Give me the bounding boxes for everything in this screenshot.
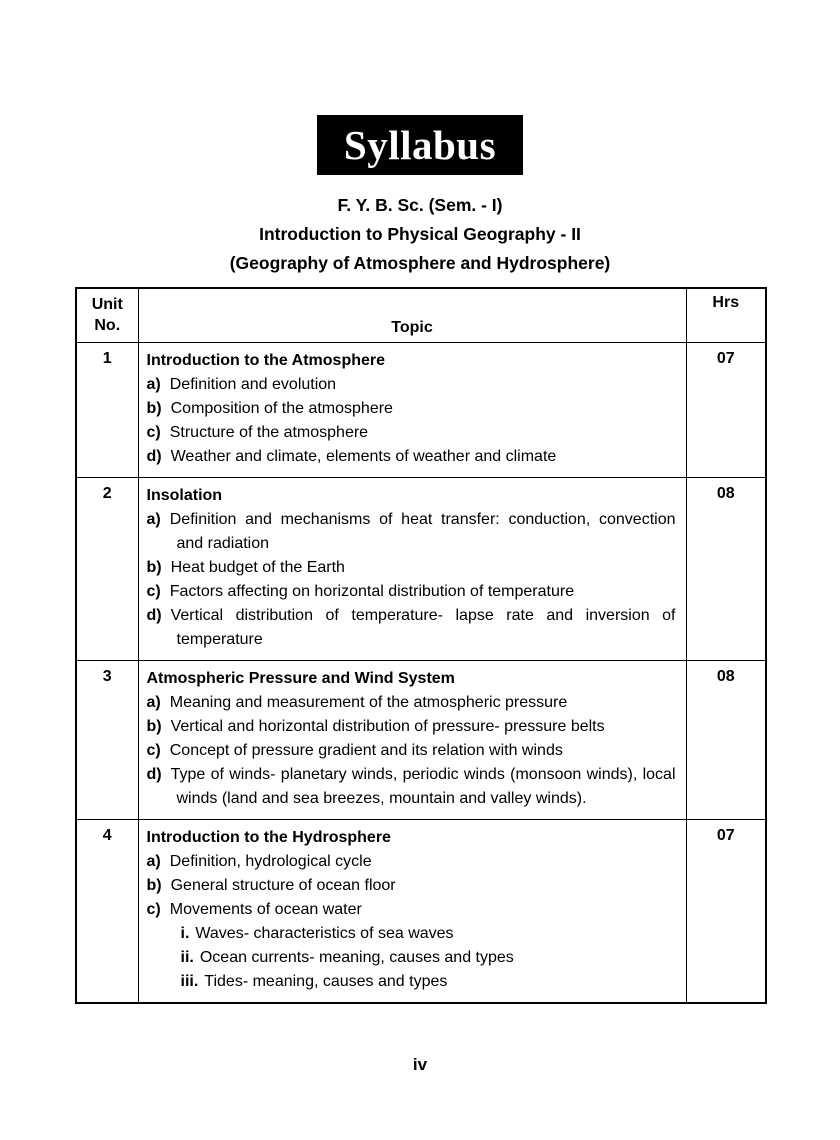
table-row xyxy=(76,477,766,660)
item-label: d) xyxy=(146,765,162,783)
item-text: Weather and climate, elements of weather and climate xyxy=(170,447,557,465)
item-text: Composition of the atmosphere xyxy=(170,399,393,417)
topic-item xyxy=(147,508,676,556)
course-subtitle: (Geography of Atmosphere and Hydrosphere) xyxy=(229,253,611,273)
item-text: General structure of ocean floor xyxy=(170,876,396,894)
hours-value: 07 xyxy=(686,342,766,477)
topic-item xyxy=(147,580,676,604)
topic-item xyxy=(147,421,676,445)
item-label: d) xyxy=(146,447,162,465)
item-label: d) xyxy=(146,606,162,624)
course-semester: F. Y. B. Sc. (Sem. - I) xyxy=(337,195,503,215)
course-title: Introduction to Physical Geography - II xyxy=(259,224,581,244)
item-label: c) xyxy=(146,582,161,600)
topic-cell xyxy=(138,477,686,660)
topic-subitem xyxy=(147,946,676,970)
item-text: Meaning and measurement of the atmospheric pressure xyxy=(169,693,568,711)
topic-item xyxy=(147,604,676,652)
item-text: Definition, hydrological cycle xyxy=(169,852,372,870)
page-number: iv xyxy=(412,1055,428,1074)
item-label: c) xyxy=(146,423,161,441)
topic-item xyxy=(147,373,676,397)
item-label: c) xyxy=(146,900,161,918)
item-label: b) xyxy=(146,876,162,894)
header-topic: Topic xyxy=(138,288,686,342)
topic-item xyxy=(147,898,676,922)
item-label: a) xyxy=(146,375,161,393)
unit-number: 2 xyxy=(76,477,138,660)
topic-item xyxy=(147,445,676,469)
topic-subitem xyxy=(147,970,676,994)
item-text: Movements of ocean water xyxy=(169,900,362,918)
header-unit xyxy=(76,288,138,342)
topic-item xyxy=(147,556,676,580)
item-label: a) xyxy=(146,510,161,528)
topic-item xyxy=(147,397,676,421)
item-label: b) xyxy=(146,558,162,576)
syllabus-table xyxy=(75,287,767,1004)
topic-cell xyxy=(138,819,686,1003)
hours-value: 08 xyxy=(686,660,766,819)
table-row xyxy=(76,660,766,819)
subitem-label: i. xyxy=(180,924,190,942)
item-label: a) xyxy=(146,693,161,711)
topic-cell xyxy=(138,342,686,477)
topic-item xyxy=(147,850,676,874)
item-label: c) xyxy=(146,741,161,759)
syllabus-banner-label: Syllabus xyxy=(343,122,497,168)
item-text: Definition and mechanisms of heat transfer: conduction, convection and radiation xyxy=(169,510,676,552)
item-label: b) xyxy=(146,399,162,417)
item-text: Vertical and horizontal distribution of pressure- pressure belts xyxy=(170,717,605,735)
item-text: Concept of pressure gradient and its relation with winds xyxy=(169,741,563,759)
topic-cell xyxy=(138,660,686,819)
topic-item xyxy=(147,874,676,898)
table-row xyxy=(76,342,766,477)
item-text: Definition and evolution xyxy=(169,375,337,393)
topic-title: Introduction to the Hydrosphere xyxy=(146,828,391,846)
subitem-label: ii. xyxy=(180,948,194,966)
table-row xyxy=(76,819,766,1003)
course-headings xyxy=(0,191,840,278)
item-label: b) xyxy=(146,717,162,735)
subitem-label: iii. xyxy=(180,972,199,990)
item-label: a) xyxy=(146,852,161,870)
topic-subitem xyxy=(147,922,676,946)
topic-item xyxy=(147,691,676,715)
item-text: Factors affecting on horizontal distribution of temperature xyxy=(169,582,575,600)
item-text: Type of winds- planetary winds, periodic winds (monsoon winds), local winds (land and sea breezes, mountain and valley winds). xyxy=(170,765,676,807)
topic-title: Atmospheric Pressure and Wind System xyxy=(146,669,455,687)
unit-number: 4 xyxy=(76,819,138,1003)
item-text: Structure of the atmosphere xyxy=(169,423,369,441)
item-text: Heat budget of the Earth xyxy=(170,558,345,576)
hours-value: 07 xyxy=(686,819,766,1003)
unit-number: 1 xyxy=(76,342,138,477)
subitem-text: Tides- meaning, causes and types xyxy=(204,972,448,990)
header-unit-line1: Unit xyxy=(91,296,123,313)
syllabus-banner xyxy=(317,115,523,175)
item-text: Vertical distribution of temperature- lapse rate and inversion of temperature xyxy=(170,606,676,648)
topic-item xyxy=(147,739,676,763)
topic-item xyxy=(147,715,676,739)
table-header-row xyxy=(76,288,766,342)
subitem-text: Waves- characteristics of sea waves xyxy=(195,924,454,942)
unit-number: 3 xyxy=(76,660,138,819)
subitem-text: Ocean currents- meaning, causes and types xyxy=(199,948,514,966)
header-unit-line2: No. xyxy=(94,317,121,334)
topic-title: Introduction to the Atmosphere xyxy=(146,351,386,369)
hours-value: 08 xyxy=(686,477,766,660)
header-hrs: Hrs xyxy=(686,288,766,342)
topic-title: Insolation xyxy=(146,486,223,504)
topic-item xyxy=(147,763,676,811)
